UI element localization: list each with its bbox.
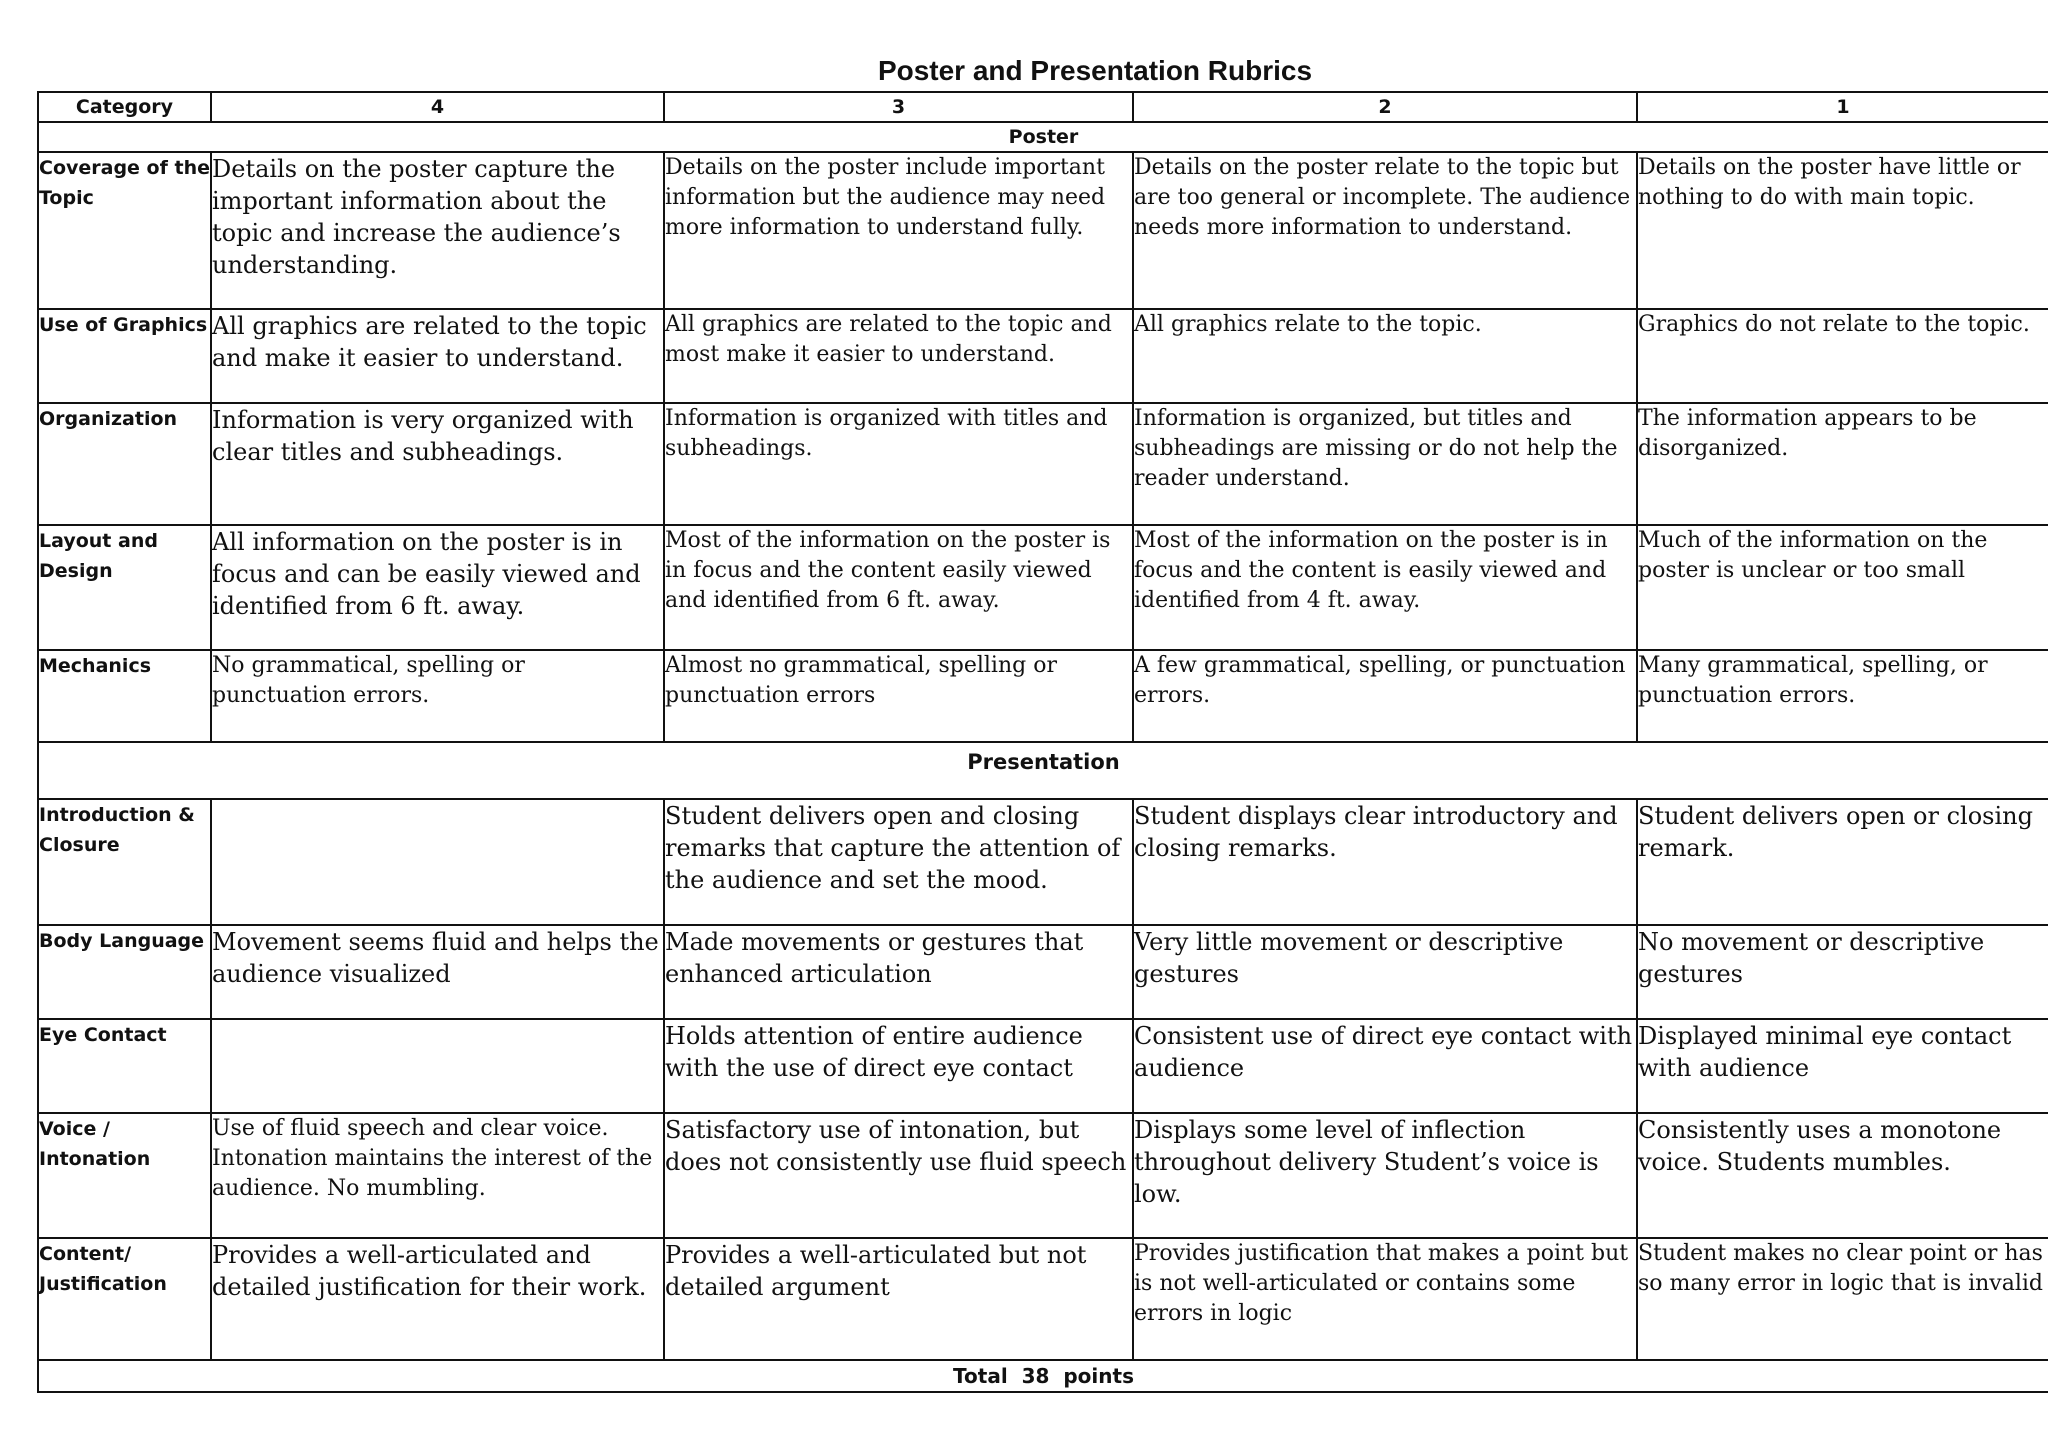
score-1-cell: Graphics do not relate to the topic. xyxy=(1637,309,2048,403)
score-1-cell: Student delivers open or closing remark. xyxy=(1637,799,2048,925)
rubric-table xyxy=(37,91,2048,1393)
score-4-cell: All graphics are related to the topic and make it easier to understand. xyxy=(211,309,664,403)
score-3-cell: Student delivers open and closing remarks that capture the attention of the audience and set the mood. xyxy=(664,799,1133,925)
category-cell: Introduction & Closure xyxy=(38,799,211,925)
category-cell: Body Language xyxy=(38,925,211,1019)
section-title-presentation: Presentation xyxy=(38,742,2048,799)
score-2-cell: All graphics relate to the topic. xyxy=(1133,309,1637,403)
header-score-2: 2 xyxy=(1133,92,1637,122)
score-4-cell: Movement seems fluid and helps the audience visualized xyxy=(211,925,664,1019)
score-2-cell: Very little movement or descriptive gestures xyxy=(1133,925,1637,1019)
header-row xyxy=(38,92,2048,122)
score-3-cell: Satisfactory use of intonation, but does not consistently use fluid speech xyxy=(664,1113,1133,1238)
score-4-cell: Information is very organized with clear titles and subheadings. xyxy=(211,403,664,525)
score-1-cell: Displayed minimal eye contact with audience xyxy=(1637,1019,2048,1113)
total-row xyxy=(38,1360,2048,1392)
score-1-cell: No movement or descriptive gestures xyxy=(1637,925,2048,1019)
table-row xyxy=(38,403,2048,525)
category-cell: Mechanics xyxy=(38,650,211,742)
header-score-1: 1 xyxy=(1637,92,2048,122)
score-2-cell: Details on the poster relate to the topic but are too general or incomplete. The audience needs more information to understand. xyxy=(1133,152,1637,309)
score-3-cell: Information is organized with titles and subheadings. xyxy=(664,403,1133,525)
score-3-cell: Almost no grammatical, spelling or punctuation errors xyxy=(664,650,1133,742)
score-3-cell: Made movements or gestures that enhanced articulation xyxy=(664,925,1133,1019)
score-3-cell: Most of the information on the poster is in focus and the content easily viewed and identified from 6 ft. away. xyxy=(664,525,1133,650)
score-2-cell: Most of the information on the poster is in focus and the content is easily viewed and identified from 4 ft. away. xyxy=(1133,525,1637,650)
section-row-poster xyxy=(38,122,2048,152)
score-1-cell: Much of the information on the poster is unclear or too small xyxy=(1637,525,2048,650)
table-row xyxy=(38,1019,2048,1113)
score-4-cell xyxy=(211,1019,664,1113)
table-row xyxy=(38,309,2048,403)
score-4-cell xyxy=(211,799,664,925)
score-1-cell: Details on the poster have little or nothing to do with main topic. xyxy=(1637,152,2048,309)
category-cell: Coverage of the Topic xyxy=(38,152,211,309)
category-cell: Content/ Justification xyxy=(38,1238,211,1360)
score-2-cell: Displays some level of inflection throughout delivery Student’s voice is low. xyxy=(1133,1113,1637,1238)
table-row xyxy=(38,525,2048,650)
score-4-cell: No grammatical, spelling or punctuation errors. xyxy=(211,650,664,742)
score-3-cell: All graphics are related to the topic and most make it easier to understand. xyxy=(664,309,1133,403)
score-2-cell: Provides justification that makes a point but is not well-articulated or contains some errors in logic xyxy=(1133,1238,1637,1360)
table-row xyxy=(38,799,2048,925)
score-1-cell: Consistently uses a monotone voice. Students mumbles. xyxy=(1637,1113,2048,1238)
table-row xyxy=(38,1113,2048,1238)
score-3-cell: Holds attention of entire audience with the use of direct eye contact xyxy=(664,1019,1133,1113)
score-2-cell: Consistent use of direct eye contact with audience xyxy=(1133,1019,1637,1113)
score-1-cell: Student makes no clear point or has so many error in logic that is invalid xyxy=(1637,1238,2048,1360)
score-4-cell: Use of fluid speech and clear voice. Intonation maintains the interest of the audience. No mumbling. xyxy=(211,1113,664,1238)
section-title-poster: Poster xyxy=(38,122,2048,152)
score-3-cell: Details on the poster include important information but the audience may need more information to understand fully. xyxy=(664,152,1133,309)
score-3-cell: Provides a well-articulated but not detailed argument xyxy=(664,1238,1133,1360)
score-4-cell: Provides a well-articulated and detailed justification for their work. xyxy=(211,1238,664,1360)
table-row xyxy=(38,650,2048,742)
category-cell: Eye Contact xyxy=(38,1019,211,1113)
table-row xyxy=(38,152,2048,309)
category-cell: Layout and Design xyxy=(38,525,211,650)
score-4-cell: Details on the poster capture the important information about the topic and increase the audience’s understanding. xyxy=(211,152,664,309)
score-2-cell: Student displays clear introductory and closing remarks. xyxy=(1133,799,1637,925)
score-2-cell: Information is organized, but titles and subheadings are missing or do not help the reader understand. xyxy=(1133,403,1637,525)
total-points: Total 38 points xyxy=(38,1360,2048,1392)
page-title: Poster and Presentation Rubrics xyxy=(877,55,1313,86)
category-cell: Use of Graphics xyxy=(38,309,211,403)
header-score-4: 4 xyxy=(211,92,664,122)
score-1-cell: Many grammatical, spelling, or punctuation errors. xyxy=(1637,650,2048,742)
category-cell: Voice / Intonation xyxy=(38,1113,211,1238)
header-score-3: 3 xyxy=(664,92,1133,122)
section-row-presentation xyxy=(38,742,2048,799)
score-1-cell: The information appears to be disorganized. xyxy=(1637,403,2048,525)
header-category: Category xyxy=(38,92,211,122)
table-row xyxy=(38,925,2048,1019)
score-2-cell: A few grammatical, spelling, or punctuation errors. xyxy=(1133,650,1637,742)
category-cell: Organization xyxy=(38,403,211,525)
table-row xyxy=(38,1238,2048,1360)
score-4-cell: All information on the poster is in focus and can be easily viewed and identified from 6 ft. away. xyxy=(211,525,664,650)
